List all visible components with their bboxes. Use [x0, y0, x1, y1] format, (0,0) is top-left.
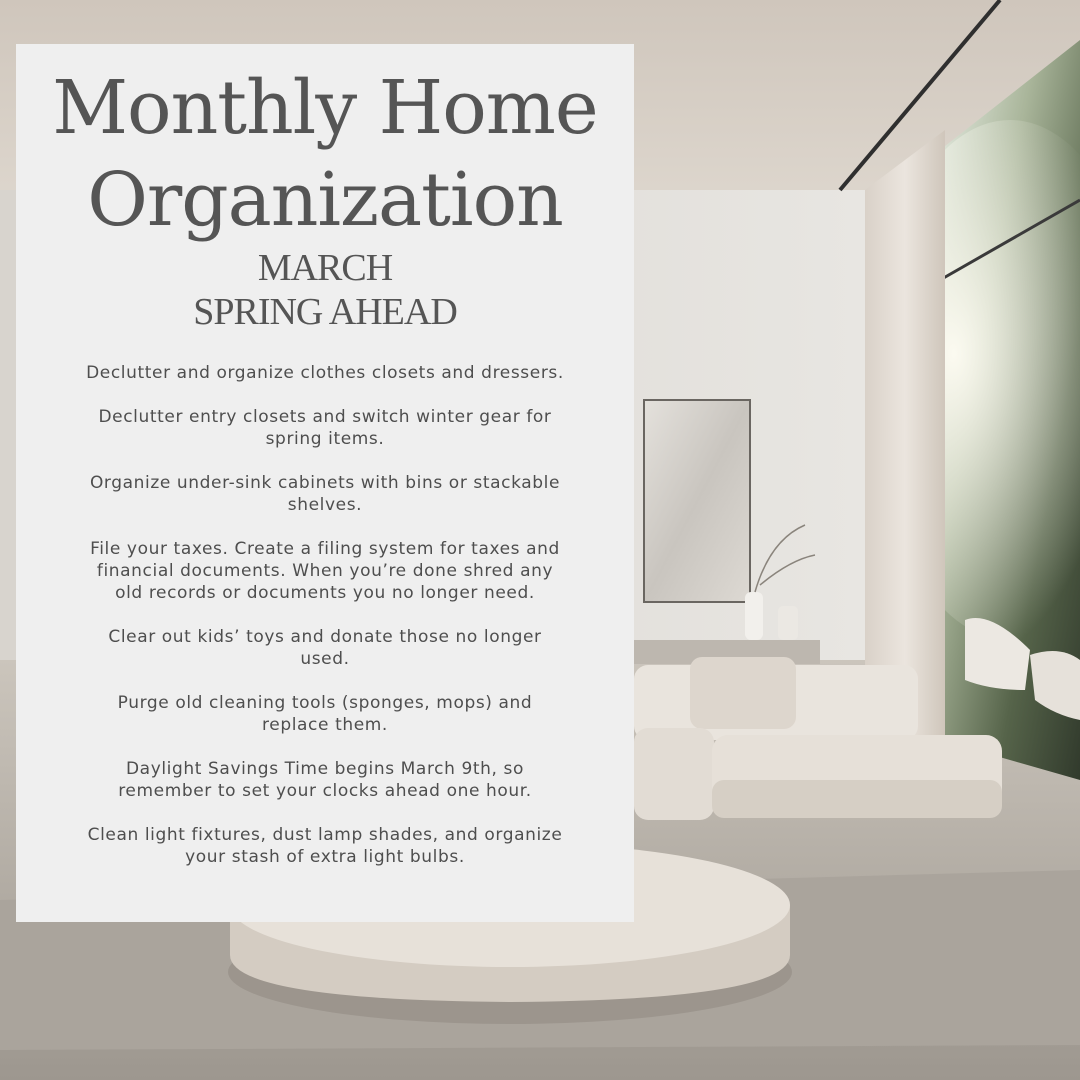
- task-item: Clean light fixtures, dust lamp shades, and organize your stash of extra light bulbs.: [87, 825, 563, 867]
- title-line-2: Organization: [87, 157, 563, 243]
- task-item: Organize under-sink cabinets with bins or stackable shelves.: [89, 473, 561, 515]
- task-item: File your taxes. Create a filing system for taxes and financial documents. When you’re done shred any old records or documents you no longer need.: [90, 539, 560, 603]
- theme-label: SPRING AHEAD: [193, 291, 457, 333]
- curtain: [865, 130, 945, 745]
- title-line-1: Monthly Home: [52, 65, 598, 151]
- vase: [745, 592, 763, 640]
- sofa-base: [712, 780, 1002, 818]
- task-item: Declutter and organize clothes closets and dressers.: [86, 363, 564, 383]
- sofa-seat: [634, 728, 714, 820]
- wall-artwork: [644, 400, 750, 602]
- organization-checklist-panel: [16, 44, 634, 922]
- task-item: Declutter entry closets and switch winter gear for spring items.: [98, 407, 552, 449]
- task-item: Purge old cleaning tools (sponges, mops) and replace them.: [117, 693, 533, 735]
- month-label: MARCH: [257, 247, 393, 289]
- task-item: Clear out kids’ toys and donate those no longer used.: [108, 627, 542, 669]
- page-title: [16, 62, 634, 246]
- vase: [778, 606, 798, 640]
- task-list: [16, 362, 634, 868]
- page-subtitle: [16, 246, 634, 334]
- task-item: Daylight Savings Time begins March 9th, so remember to set your clocks ahead one hour.: [118, 759, 532, 801]
- sofa-pillow: [690, 657, 796, 729]
